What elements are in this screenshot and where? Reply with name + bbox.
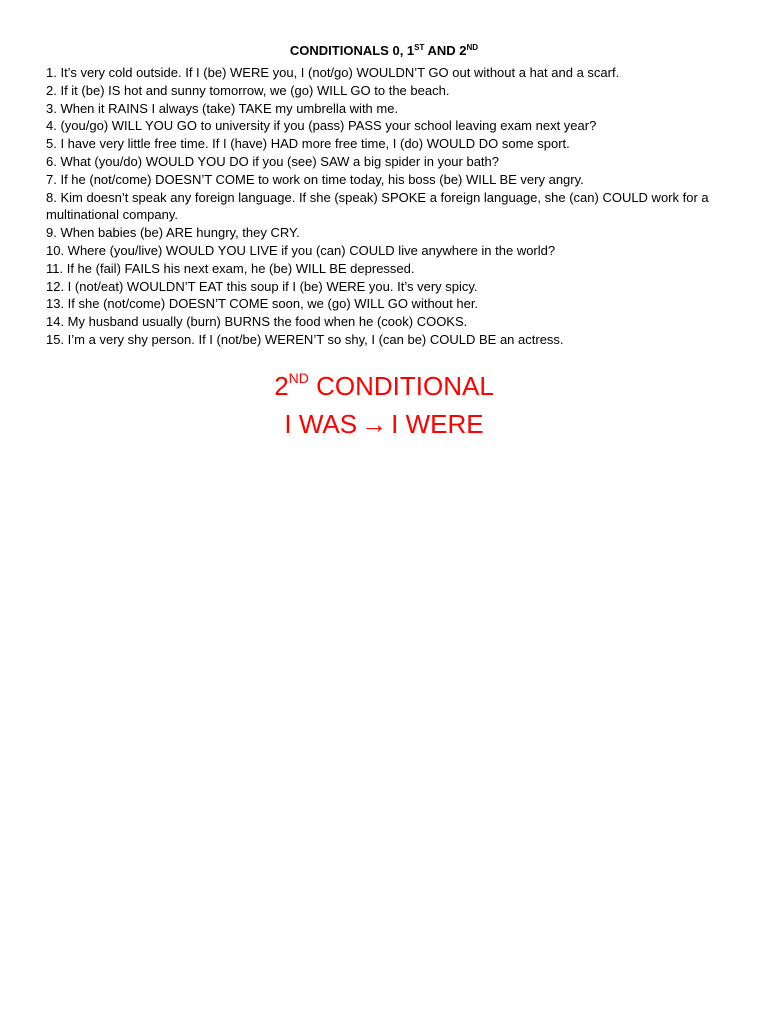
exercise-item: 15. I’m a very shy person. If I (not/be) WEREN’T so shy, I (can be) COULD BE an actress.: [46, 331, 564, 347]
note-rule-right: I WERE: [391, 409, 484, 439]
grammar-note: [0, 367, 768, 443]
title-prefix: CONDITIONALS 0, 1: [289, 43, 415, 58]
note-superscript: ND: [288, 370, 309, 386]
exercise-item: 8. Kim doesn’t speak any foreign language. If she (speak) SPOKE a foreign language, she (can) COULD work for a multinational company.: [46, 189, 709, 223]
exercise-item: 10. Where (you/live) WOULD YOU LIVE if you (can) COULD live anywhere in the world?: [46, 242, 556, 258]
exercise-item: 7. If he (not/come) DOESN’T COME to work on time today, his boss (be) WILL BE very angry.: [46, 171, 584, 187]
title-middle: AND 2: [424, 43, 467, 58]
exercise-item: 1. It’s very cold outside. If I (be) WERE you, I (not/go) WOULDN’T GO out without a hat and a scarf.: [46, 65, 620, 80]
exercise-item: 2. If it (be) IS hot and sunny tomorrow, we (go) WILL GO to the beach.: [46, 82, 450, 98]
title-superscript-st: ST: [414, 43, 425, 52]
note-rule: [0, 405, 768, 443]
exercise-item: 4. (you/go) WILL YOU GO to university if you (pass) PASS your school leaving exam next year?: [46, 118, 597, 134]
page-title: [0, 42, 768, 60]
exercise-item: 11. If he (fail) FAILS his next exam, he (be) WILL BE depressed.: [46, 260, 415, 276]
exercise-item: 3. When it RAINS I always (take) TAKE my umbrella with me.: [46, 100, 399, 116]
note-rule-left: I WAS: [284, 409, 358, 439]
title-superscript-nd: ND: [466, 43, 479, 52]
exercise-item: 5. I have very little free time. If I (have) HAD more free time, I (do) WOULD DO some sport.: [46, 136, 570, 152]
note-number: 2: [274, 371, 289, 401]
exercise-list: [46, 64, 726, 349]
exercise-item: 13. If she (not/come) DOESN’T COME soon, we (go) WILL GO without her.: [46, 296, 479, 312]
note-heading-text: CONDITIONAL: [308, 371, 494, 401]
exercise-item: 12. I (not/eat) WOULDN’T EAT this soup if I (be) WERE you. It’s very spicy.: [46, 278, 478, 294]
right-arrow-icon: →: [361, 409, 388, 439]
note-heading: [0, 367, 768, 405]
exercise-item: 14. My husband usually (burn) BURNS the food when he (cook) COOKS.: [46, 314, 468, 330]
exercise-item: 6. What (you/do) WOULD YOU DO if you (see) SAW a big spider in your bath?: [46, 153, 500, 169]
exercise-item: 9. When babies (be) ARE hungry, they CRY.: [46, 225, 300, 241]
